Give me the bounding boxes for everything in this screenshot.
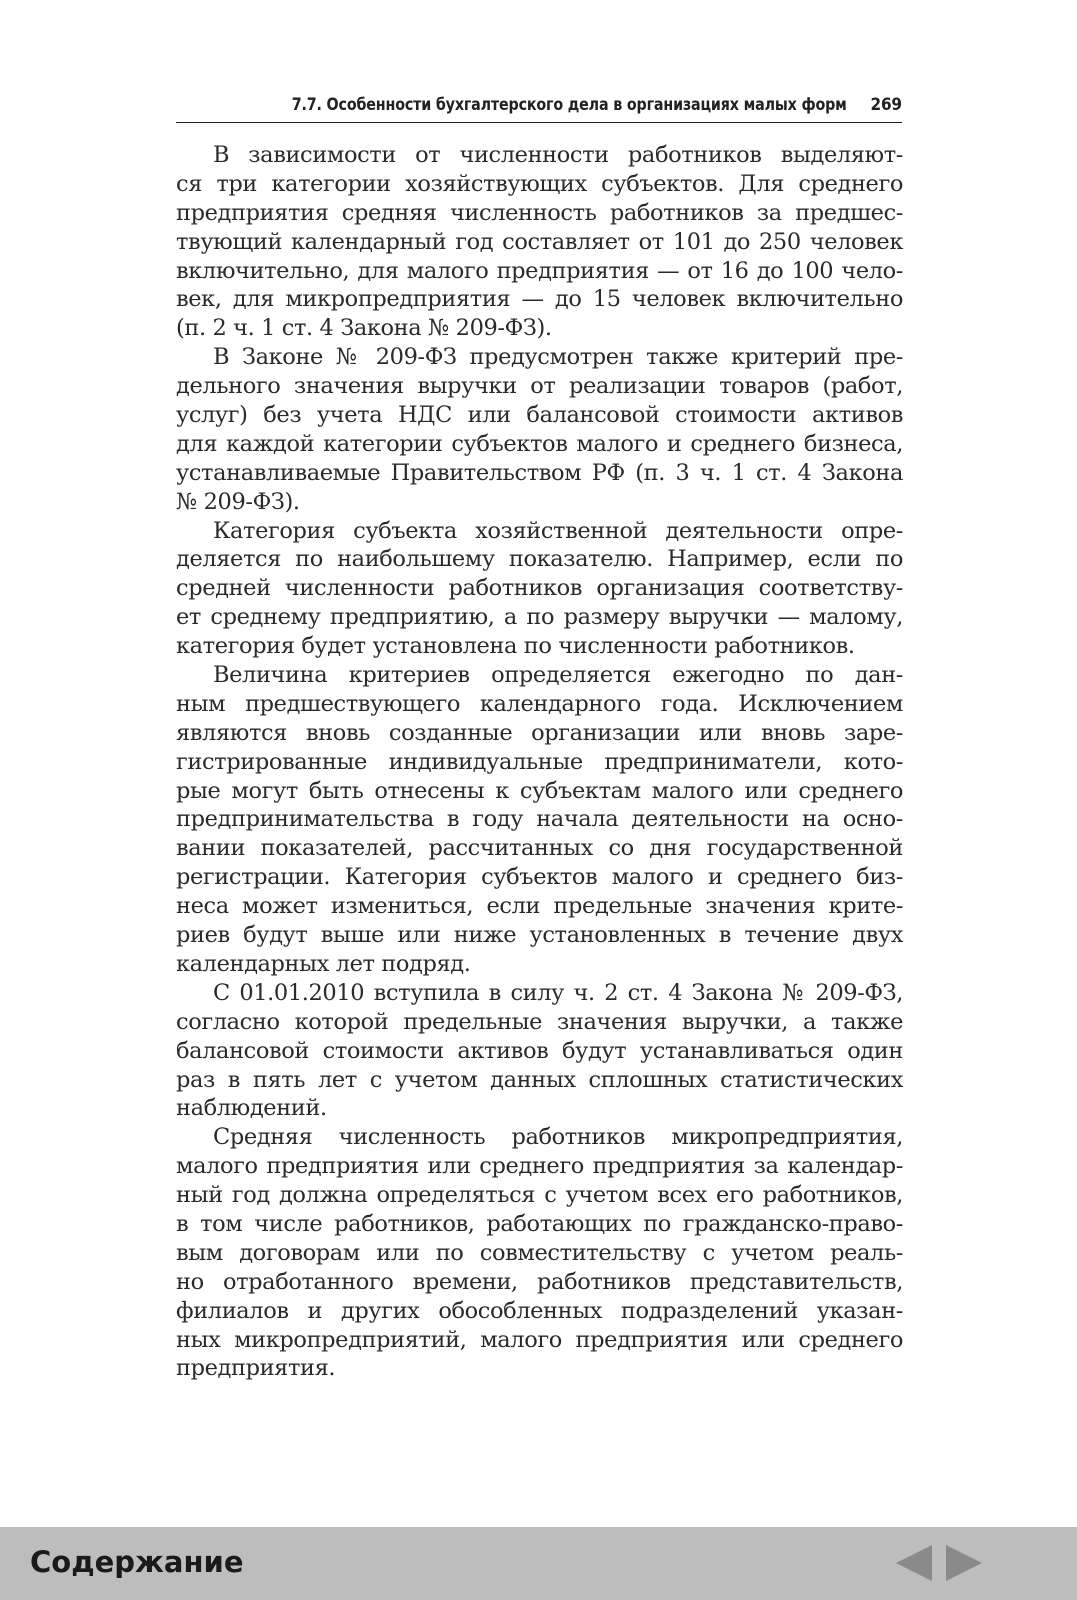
bottom-navigation-bar [0, 1527, 1077, 1600]
page-header [176, 88, 902, 123]
text-line: календарных лет подряд. [176, 950, 471, 977]
text-line: Величина критериев определяется ежегодно по дан- [213, 662, 903, 689]
text-line: в том числе работников, работающих по гражданско-право- [176, 1210, 903, 1237]
text-body [176, 141, 903, 1383]
text-line: предприятия средняя численность работников за предшес- [176, 199, 903, 226]
text-line: малого предприятия или среднего предприятия за календар- [176, 1153, 903, 1180]
text-line: ным предшествующего календарного года. Исключением [176, 690, 903, 717]
text-line: устанавливаемые Правительством РФ (п. 3 ч. 1 ст. 4 Закона [176, 459, 903, 486]
text-line: дельного значения выручки от реализации товаров (работ, [176, 373, 903, 400]
text-line: Средняя численность работников микропредприятия, [213, 1124, 903, 1151]
text-line: вании показателей, рассчитанных со дня государственной [176, 835, 903, 862]
text-line: средней численности работников организация соответству- [176, 575, 903, 602]
contents-button[interactable]: Содержание [30, 1545, 244, 1579]
text-line: являются вновь созданные организации или вновь заре- [176, 719, 903, 746]
text-line: балансовой стоимости активов будут устанавливаться один [176, 1037, 903, 1064]
text-line: категория будет установлена по численности работников. [176, 633, 855, 660]
text-line: гистрированные индивидуальные предприниматели, кото- [176, 748, 903, 775]
text-line: В Законе № 209-ФЗ предусмотрен также критерий пре- [213, 344, 903, 371]
text-line: неса может измениться, если предельные значения крите- [176, 893, 903, 920]
running-title: 7.7. Особенности бухгалтерского дела в организациях малых форм [292, 95, 848, 115]
paragraph-5 [176, 979, 903, 1123]
text-line: включительно, для малого предприятия — от 16 до 100 чело- [176, 257, 903, 284]
text-line: ных микропредприятий, малого предприятия или среднего [176, 1326, 903, 1353]
text-line: С 01.01.2010 вступила в силу ч. 2 ст. 4 Закона № 209-ФЗ, [213, 979, 903, 1006]
paragraph-3 [176, 517, 903, 661]
text-line: наблюдений. [176, 1095, 327, 1122]
text-line: твующий календарный год составляет от 101 до 250 человек [176, 228, 903, 255]
text-line: риев будут выше или ниже установленных в течение двух [176, 922, 903, 949]
paragraph-6 [176, 1123, 903, 1383]
triangle-left-icon[interactable] [896, 1545, 932, 1581]
text-line: рые могут быть отнесены к субъектам малого или среднего [176, 777, 903, 804]
text-line: для каждой категории субъектов малого и среднего бизнеса, [176, 430, 903, 457]
text-line: век, для микропредприятия — до 15 человек включительно [176, 286, 903, 313]
text-line: ет среднему предприятию, а по размеру выручки — малому, [176, 604, 903, 631]
text-line: вым договорам или по совместительству с учетом реаль- [176, 1239, 903, 1266]
text-line: ся три категории хозяйствующих субъектов. Для среднего [176, 170, 903, 197]
text-line: согласно которой предельные значения выручки, а также [176, 1008, 903, 1035]
page-number: 269 [870, 95, 902, 115]
paragraph-4 [176, 661, 903, 979]
text-line: филиалов и других обособленных подразделений указан- [176, 1297, 903, 1324]
paragraph-2 [176, 343, 903, 516]
text-line: (п. 2 ч. 1 ст. 4 Закона № 209-ФЗ). [176, 315, 552, 342]
text-line: В зависимости от численности работников выделяют- [213, 142, 903, 168]
text-line: предприятия. [176, 1355, 336, 1382]
text-line: ный год должна определяться с учетом всех его работников, [176, 1182, 903, 1209]
text-line: деляется по наибольшему показателю. Например, если по [176, 546, 903, 573]
text-line: услуг) без учета НДС или балансовой стоимости активов [176, 402, 903, 429]
text-line: но отработанного времени, работников представительств, [176, 1268, 903, 1295]
text-line: Категория субъекта хозяйственной деятельности опре- [213, 517, 903, 544]
text-line: регистрации. Категория субъектов малого и среднего биз- [176, 864, 903, 891]
paragraph-1 [176, 141, 903, 343]
text-line: раз в пять лет с учетом данных сплошных статистических [176, 1066, 903, 1093]
text-line: № 209-ФЗ). [176, 488, 300, 515]
text-line: предпринимательства в году начала деятельности на осно- [176, 806, 903, 833]
triangle-right-icon[interactable] [946, 1545, 982, 1581]
